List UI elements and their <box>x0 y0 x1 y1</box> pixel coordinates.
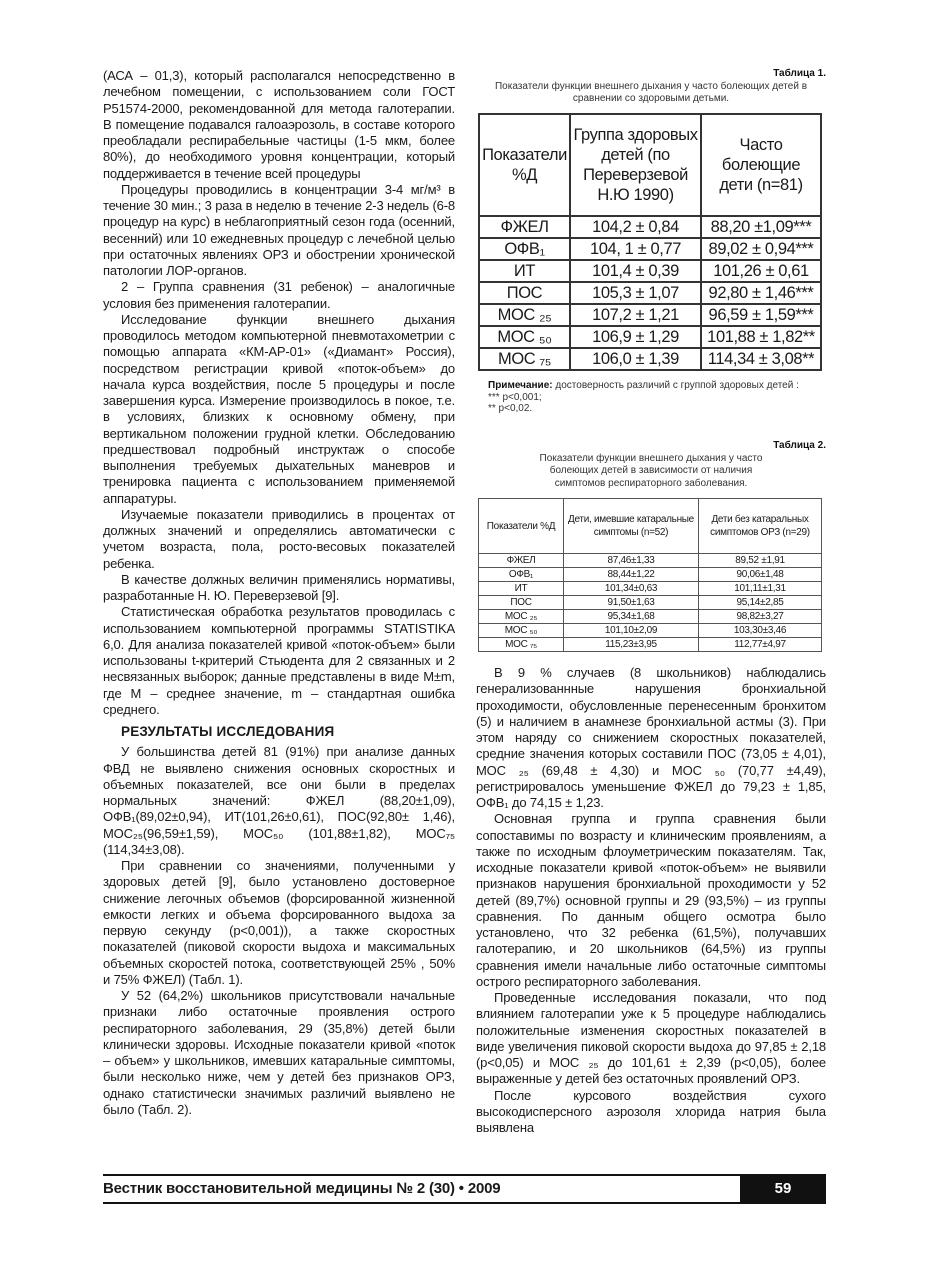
paragraph: Проведенные исследования показали, что под влиянием галотерапии уже к 5 процедуре наблюдались положительные изменения скоростных показателей в виде увеличения пиковой скорости выдоха до 97,85 ± 2,18 (р<0,05) и МОС ₂₅ до 101,61 ± 2,39 (р<0,05), более выраженные у детей без остаточных проявлений ОРЗ. <box>476 990 826 1087</box>
paragraph: При сравнении со значениями, полученными у здоровых детей [9], было установлено достоверное снижение легочных объемов (форсированной жизненной емкости легких и объема форсированного выдоха за первую секунду (р<0,001)), а также скоростных показателей (пиковой скорости выдоха и максимальных объемных скоростей потока, соответствующей 25% , 50% и 75% ФЖЕЛ) (Табл. 1). <box>103 858 455 987</box>
table-cell: 101,4 ± 0,39 <box>570 260 701 282</box>
table-row <box>479 326 821 348</box>
page-footer <box>103 1174 826 1204</box>
table-cell: 101,34±0,63 <box>564 582 699 596</box>
paragraph: Статистическая обработка результатов проводилась с использованием компьютерной программы STATISTIKA 6,0. Для анализа показателей кривой «поток-объем» были использованы t-критерий Стьюдента для 2 связанных и 2 несвязанных выборок; данные представлены в виде M±m, где М – среднее значение, m – стандартная ошибка среднего. <box>103 604 455 717</box>
table-cell: 101,88 ± 1,82** <box>701 326 821 348</box>
paragraph: У большинства детей 81 (91%) при анализе данных ФВД не выявлено снижения основных скоростных и объемных показателей, все они были в пределах нормальных значений: ФЖЕЛ (88,20±1,09), ОФВ₁(89,02±0,94), ИТ(101,26±0,61), ПОС(92,80± 1,46), МОС₂₅(96,59±1,59), МОС₅₀ (101,88±1,82), МОС₇₅ (114,34±3,08). <box>103 744 455 857</box>
table-cell: 96,59 ± 1,59*** <box>701 304 821 326</box>
note-line: ** р<0,02. <box>488 403 533 414</box>
section-heading: РЕЗУЛЬТАТЫ ИССЛЕДОВАНИЯ <box>121 724 335 739</box>
paragraph: (АСА – 01,3), который располагался непосредственно в лечебном помещении, с использованием соли ГОСТ Р51574-2000, рекомендованной для метода галотерапии. В помещение подавался галоаэрозоль, в составе которого преобладали респирабельные частицы (1-5 мкм, более 80%), до необходимого уровня концентрации, который поддерживается в течение всей процедуры <box>103 68 455 181</box>
paragraph: После курсового воздействия сухого высокодисперсного аэрозоля хлорида натрия была выявлена <box>476 1087 826 1135</box>
table-cell: МОС ₂₅ <box>479 610 564 624</box>
table-cell: 104, 1 ± 0,77 <box>570 238 701 260</box>
table-cell: ОФВ₁ <box>479 568 564 582</box>
table2-caption <box>476 440 826 490</box>
table-cell: ПОС <box>479 282 570 304</box>
table-cell: 90,06±1,48 <box>699 568 822 582</box>
table-cell: ПОС <box>479 596 564 610</box>
table-cell: 98,82±3,27 <box>699 610 822 624</box>
table2-number: Таблица 2. <box>773 440 826 451</box>
paragraph: Основная группа и группа сравнения были сопоставимы по возрасту и клиническим проявлениям, а также по исходным флоуметрическим показателям. Так, исходные показатели кривой «поток-объем» не выявили признаков нарушения бронхиальной проходимости у 52 детей (89,7%) основной группы и 29 (93,5%) – из группы сравнения. По данным общего осмотра было установлено, что 32 ребенка (61,5%), получавших галотерапию, и 20 школьников (64,5%) из группы сравнения имели начальные либо остаточные симптомы острого респираторного заболевания. <box>476 811 826 989</box>
table-cell: 89,02 ± 0,94*** <box>701 238 821 260</box>
table-cell: МОС ₇₅ <box>479 348 570 370</box>
table1-caption <box>476 68 826 106</box>
table-cell: 88,20 ±1,09*** <box>701 216 821 238</box>
table-row <box>479 238 821 260</box>
header-cell: Дети без катаральных симптомов ОРЗ (n=29) <box>699 499 822 554</box>
paragraph: В качестве должных величин применялись нормативы, разработанные Н. Ю. Переверзевой [9]. <box>103 571 455 603</box>
table-cell: 106,0 ± 1,39 <box>570 348 701 370</box>
table2-title: Показатели функции внешнего дыхания у часто болеющих детей в зависимости от наличия симптомов респираторного заболевания. <box>539 452 763 489</box>
table-cell: 115,23±3,95 <box>564 638 699 652</box>
table-cell: 105,3 ± 1,07 <box>570 282 701 304</box>
table-cell: 87,46±1,33 <box>564 554 699 568</box>
table-cell: ИТ <box>479 260 570 282</box>
table-cell: 95,14±2,85 <box>699 596 822 610</box>
table-cell: 104,2 ± 0,84 <box>570 216 701 238</box>
right-column <box>476 665 826 1136</box>
table-row <box>479 304 821 326</box>
table-row <box>479 348 821 370</box>
table-header-row <box>479 114 821 216</box>
table1-note <box>476 380 826 415</box>
table1-number: Таблица 1. <box>773 68 826 79</box>
paragraph: Изучаемые показатели приводились в процентах от должных значений и определялись автоматически с учетом возраста, пола, росто-весовых показателей ребенка. <box>103 506 455 571</box>
table-cell: МОС ₅₀ <box>479 624 564 638</box>
table-cell: 101,10±2,09 <box>564 624 699 638</box>
paragraph: 2 – Группа сравнения (31 ребенок) – аналогичные условия без применения галотерапии. <box>103 279 455 311</box>
paragraph: Исследование функции внешнего дыхания проводилось методом компьютерной пневмотахометрии с помощью аппарата «КМ-АР-01» («Диамант» Россия), посредством регистрации кривой «поток-объем» до начала курса воздействия, после 5 процедуры и после завершения курса. Измерение производилось в покое, т.е. в условиях, близких к основному обмену, при вертикальном положении грудной клетки. Обследованию предшествовал подробный инструктаж о способе выполнения требуемых дыхательных маневров и тренировка пациента с использованием применяемой аппаратуры. <box>103 311 455 506</box>
header-cell: Группа здоровых детей (по Переверзевой Н.Ю 1990) <box>570 114 701 216</box>
table-cell: МОС ₇₅ <box>479 638 564 652</box>
left-column <box>103 68 455 1118</box>
table-row <box>479 582 822 596</box>
header-cell: Часто болеющие дети (n=81) <box>701 114 821 216</box>
table-cell: МОС ₂₅ <box>479 304 570 326</box>
table-cell: МОС ₅₀ <box>479 326 570 348</box>
table-row <box>479 568 822 582</box>
table-cell: ИТ <box>479 582 564 596</box>
table1-title: Показатели функции внешнего дыхания у часто болеющих детей в сравнении со здоровыми детьми. <box>494 80 808 104</box>
table-cell: 114,34 ± 3,08** <box>701 348 821 370</box>
paragraph: У 52 (64,2%) школьников присутствовали начальные признаки либо остаточные проявления острого респираторного заболевания, 29 (35,8%) детей были клинически здоровы. Исходные показатели кривой «поток – объем» у школьников, имевших катаральные симптомы, были несколько ниже, чем у детей без признаков ОРЗ, однако статистически значимых различий выявлено не было (Табл. 2). <box>103 988 455 1117</box>
table-cell: 103,30±3,46 <box>699 624 822 638</box>
paragraph: В 9 % случаев (8 школьников) наблюдались генерализованнные нарушения бронхиальной проходимости, обусловленные перенесенным бронхитом (5) и наличием в анамнезе бронхиальной астмы (3). При этом наряду со снижением скоростных показателей, средние значения которых составили ПОС (73,05 ± 4,01), МОС ₂₅ (69,48 ± 4,30) и МОС ₅₀ (70,77 ±4,49), регистрировалось уменьшение ФЖЕЛ до 79,23 ± 1,85, ОФВ₁ до 74,15 ± 1,23. <box>476 665 826 810</box>
table-header-row <box>479 499 822 554</box>
table-cell: ФЖЕЛ <box>479 554 564 568</box>
header-cell: Показатели %Д <box>479 114 570 216</box>
table-row <box>479 216 821 238</box>
table-row <box>479 554 822 568</box>
table-cell: 92,80 ± 1,46*** <box>701 282 821 304</box>
table-row <box>479 282 821 304</box>
table-cell: 107,2 ± 1,21 <box>570 304 701 326</box>
table-cell: 88,44±1,22 <box>564 568 699 582</box>
table-row <box>479 260 821 282</box>
table2 <box>478 498 822 652</box>
page-number: 59 <box>740 1176 826 1202</box>
header-cell: Дети, имевшие катаральные симптомы (n=52) <box>564 499 699 554</box>
table-cell: ФЖЕЛ <box>479 216 570 238</box>
note-label: Примечание: <box>488 380 553 391</box>
table-cell: 112,77±4,97 <box>699 638 822 652</box>
table1 <box>478 113 822 371</box>
table-cell: 101,11±1,31 <box>699 582 822 596</box>
note-text: достоверность различий с группой здоровых детей : <box>555 380 799 391</box>
table-cell: 91,50±1,63 <box>564 596 699 610</box>
journal-title: Вестник восстановительной медицины № 2 (30) • 2009 <box>103 1180 501 1197</box>
table-row <box>479 596 822 610</box>
table-row <box>479 624 822 638</box>
header-cell: Показатели %Д <box>479 499 564 554</box>
table-cell: 101,26 ± 0,61 <box>701 260 821 282</box>
note-line: *** р<0,001; <box>488 391 542 403</box>
table-cell: 95,34±1,68 <box>564 610 699 624</box>
table-row <box>479 610 822 624</box>
table-cell: 89,52 ±1,91 <box>699 554 822 568</box>
table-cell: 106,9 ± 1,29 <box>570 326 701 348</box>
paragraph: Процедуры проводились в концентрации 3-4 мг/м³ в течение 30 мин.; 3 раза в неделю в течение 2-3 недель (6-8 процедур на курс) в неблагоприятный сезон года (осенний, весенний) или 10 ежедневных процедур с лечебной целью при остаточных явлениях ОРЗ и обострении хронической патологии ЛОР-органов. <box>103 181 455 278</box>
table-row <box>479 638 822 652</box>
table-cell: ОФВ₁ <box>479 238 570 260</box>
